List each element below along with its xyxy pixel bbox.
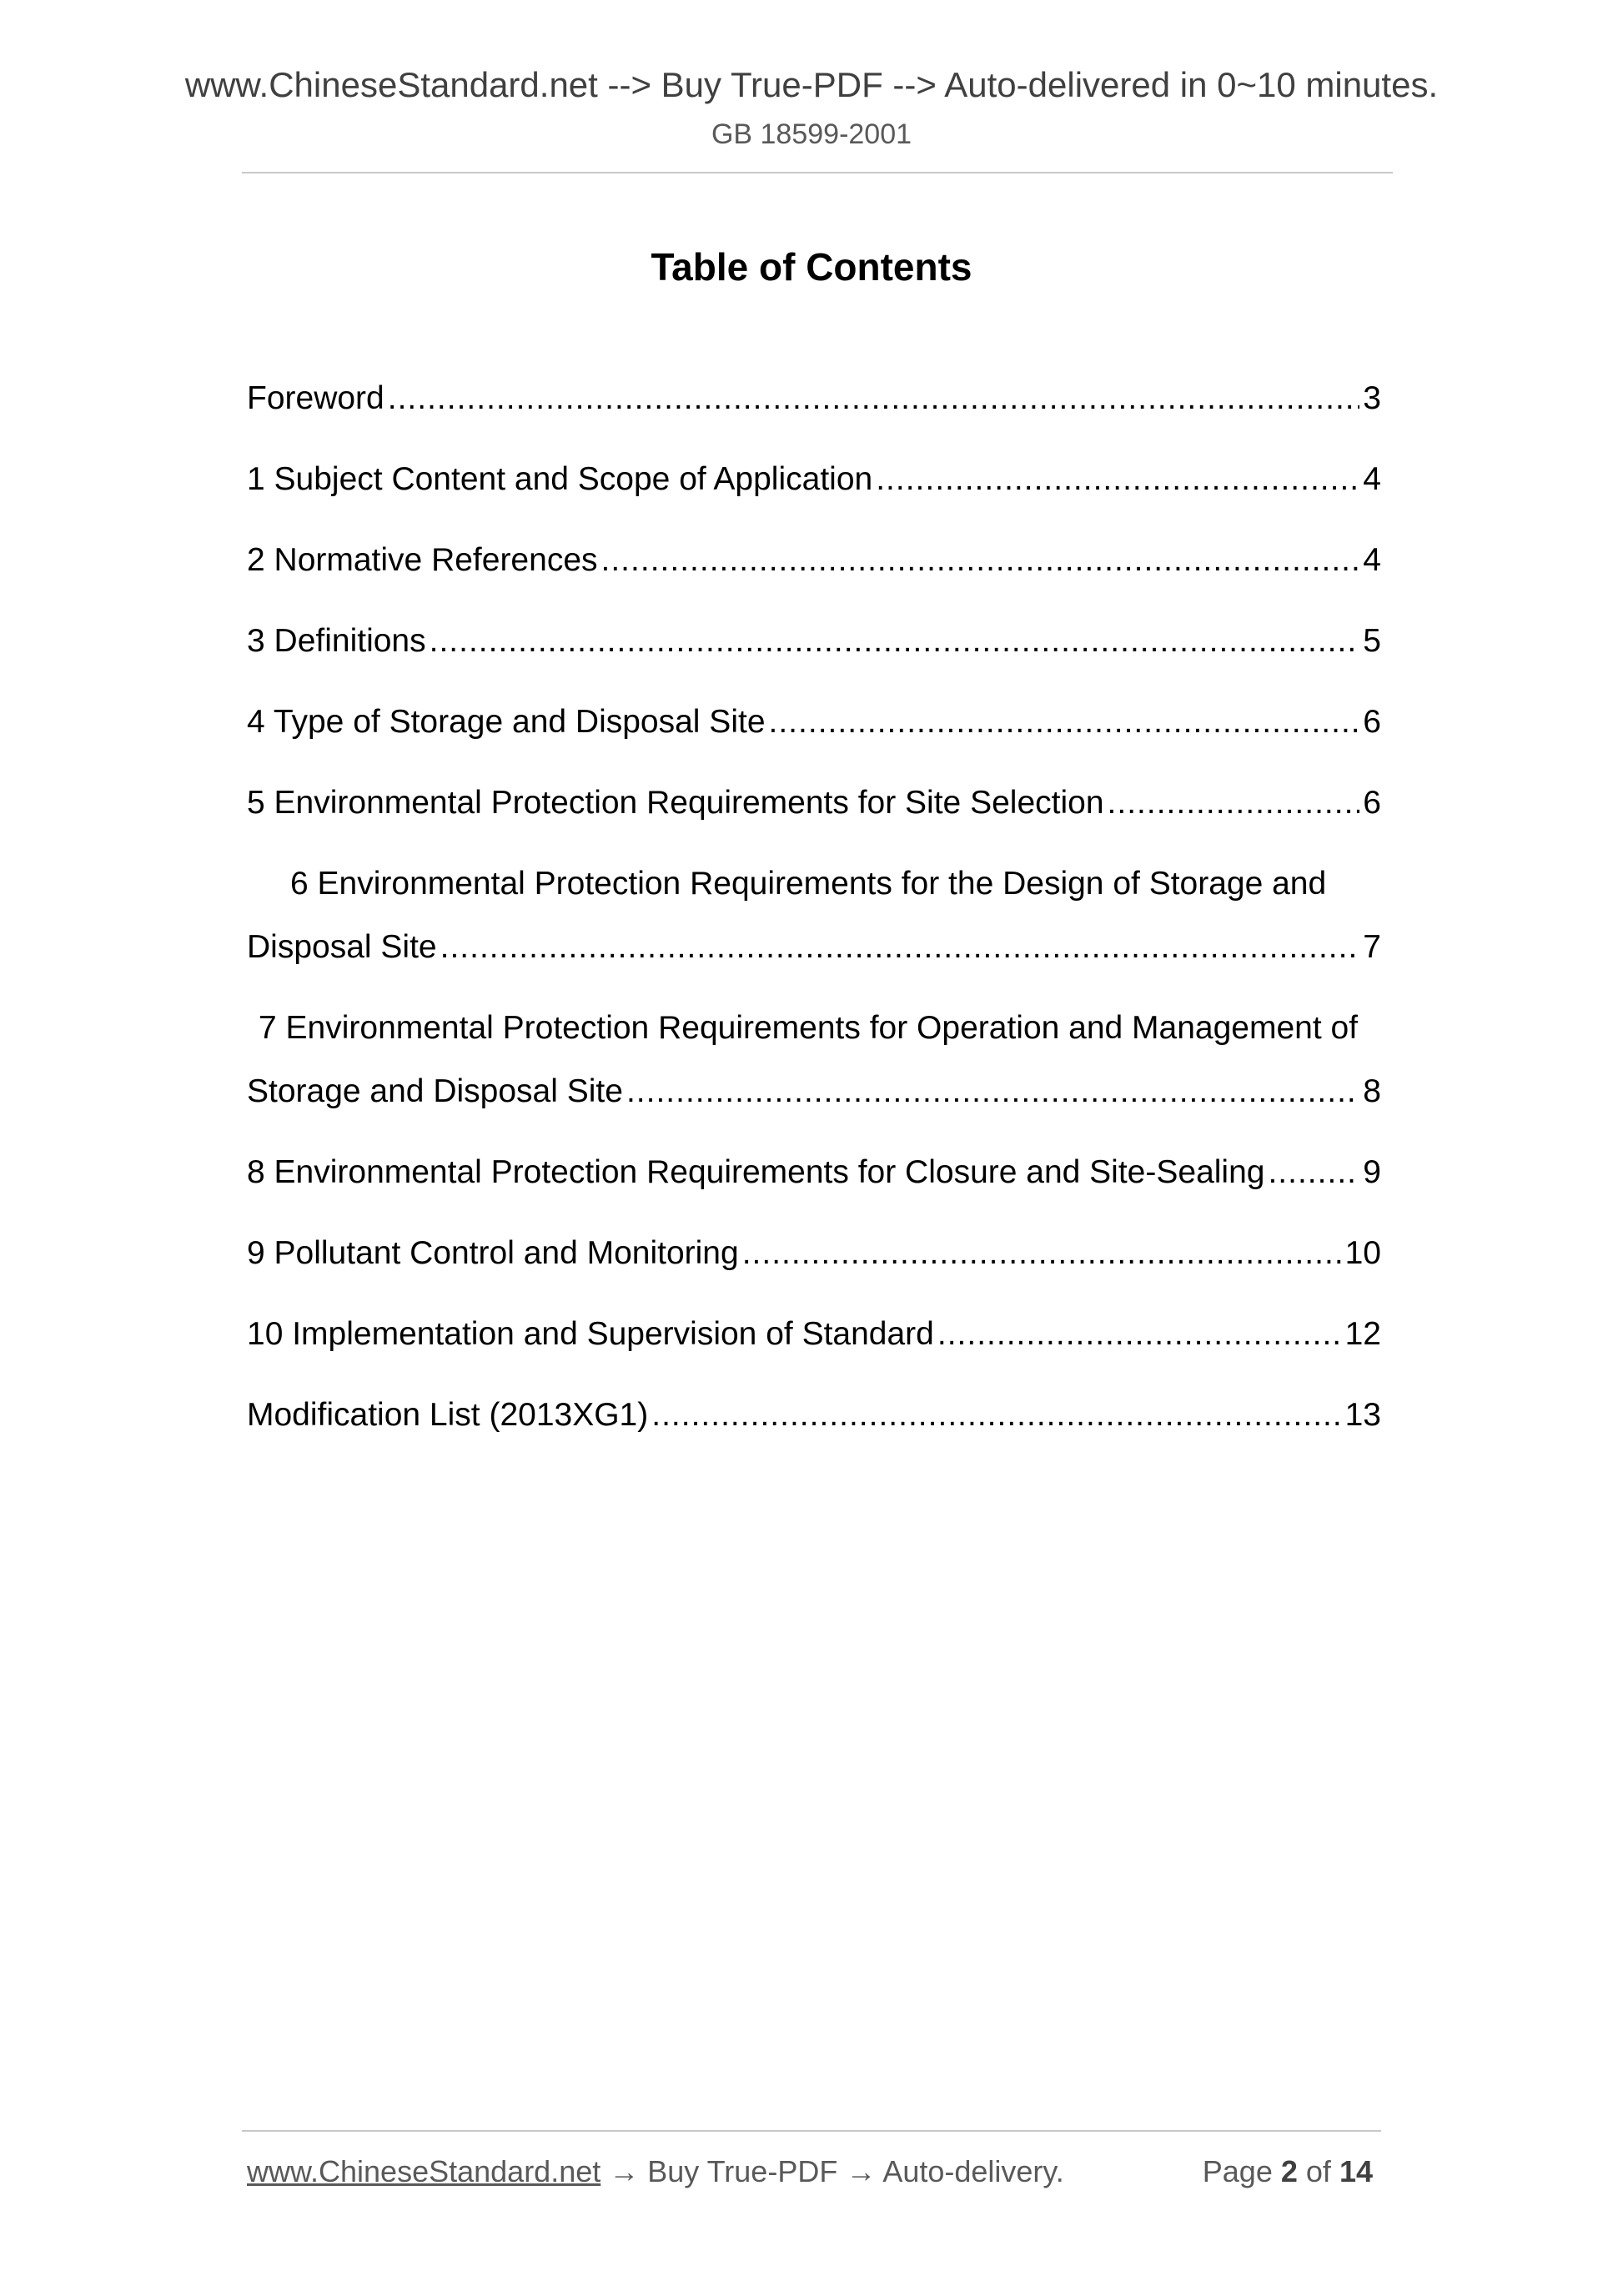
toc-leader-dots	[651, 1390, 1341, 1440]
toc-entry-text: 1 Subject Content and Scope of Application	[247, 461, 873, 497]
toc-entry-2[interactable]	[247, 535, 1381, 585]
toc-page-number: 4	[1363, 542, 1381, 578]
standard-code: GB 18599-2001	[711, 118, 912, 150]
toc-page-number: 8	[1363, 1073, 1381, 1109]
footer-promo	[247, 2148, 1064, 2195]
toc-entry-7[interactable]	[247, 1003, 1381, 1117]
toc-leader-dots	[388, 374, 1360, 424]
toc-page-number: 12	[1344, 1316, 1381, 1352]
toc-leader-dots	[742, 1228, 1342, 1279]
toc-entry-6[interactable]	[247, 859, 1381, 972]
website-link[interactable]: www.ChineseStandard.net	[247, 2154, 601, 2188]
footer-tagline: → Buy True-PDF → Auto-delivery.	[600, 2154, 1064, 2188]
toc-entry-lead-text: 7 Environmental Protection Requirements for Operation and Management of	[259, 1010, 1359, 1046]
toc-page-number: 9	[1363, 1154, 1381, 1190]
page-indicator	[1203, 2148, 1373, 2195]
header-banner: www.ChineseStandard.net --> Buy True-PDF --> Auto-delivered in 0~10 minutes.	[184, 65, 1439, 104]
current-page-number: 2	[1280, 2154, 1298, 2188]
toc-entry-modification-list[interactable]	[247, 1390, 1381, 1440]
toc-leader-dots	[876, 455, 1359, 505]
total-pages-number: 14	[1339, 2154, 1373, 2188]
toc-entry-text: 9 Pollutant Control and Monitoring	[247, 1235, 739, 1271]
toc-leader-dots	[626, 1067, 1359, 1117]
toc-entry-10[interactable]	[247, 1309, 1381, 1359]
toc-leader-dots	[937, 1309, 1342, 1359]
toc-page-number: 6	[1363, 785, 1381, 821]
toc-page-number: 10	[1344, 1235, 1381, 1271]
page-footer	[247, 2148, 1381, 2195]
toc-entry-text: 4 Type of Storage and Disposal Site	[247, 704, 766, 740]
toc-entry-text: 8 Environmental Protection Requirements for Closure and Site-Sealing	[247, 1154, 1265, 1190]
table-of-contents	[247, 374, 1381, 1471]
toc-entry-text: Disposal Site	[247, 929, 437, 965]
toc-leader-dots	[440, 922, 1360, 972]
header-divider	[242, 172, 1393, 173]
toc-entry-4[interactable]	[247, 697, 1381, 747]
page-title: Table of Contents	[651, 245, 972, 289]
toc-entry-9[interactable]	[247, 1228, 1381, 1279]
toc-page-number: 7	[1363, 929, 1381, 965]
toc-entry-text: Modification List (2013XG1)	[247, 1397, 649, 1433]
toc-entry-text: Storage and Disposal Site	[247, 1073, 623, 1109]
toc-leader-dots	[430, 616, 1360, 666]
toc-leader-dots	[1268, 1148, 1359, 1198]
toc-entry-3[interactable]	[247, 616, 1381, 666]
toc-entry-lead-text: 6 Environmental Protection Requirements for the Design of Storage and	[290, 866, 1327, 902]
toc-entry-text: 10 Implementation and Supervision of Standard	[247, 1316, 934, 1352]
toc-page-number: 4	[1363, 461, 1381, 497]
toc-leader-dots	[769, 697, 1360, 747]
page-label: Page	[1202, 2154, 1273, 2188]
toc-page-number: 13	[1344, 1397, 1381, 1433]
toc-leader-dots	[1108, 778, 1360, 828]
page-header	[0, 62, 1623, 152]
toc-entry-text: 3 Definitions	[247, 623, 426, 659]
toc-entry-5[interactable]	[247, 778, 1381, 828]
toc-page-number: 6	[1363, 704, 1381, 740]
toc-entry-8[interactable]	[247, 1148, 1381, 1198]
toc-page-number: 3	[1363, 380, 1381, 416]
toc-entry-text: Foreword	[247, 380, 384, 416]
toc-page-number: 5	[1363, 623, 1381, 659]
toc-leader-dots	[601, 535, 1360, 585]
page-of-label: of	[1305, 2154, 1331, 2188]
toc-entry-text: 5 Environmental Protection Requirements for Site Selection	[247, 785, 1104, 821]
toc-entry-1[interactable]	[247, 455, 1381, 505]
footer-divider	[242, 2130, 1381, 2132]
toc-entry-foreword[interactable]	[247, 374, 1381, 424]
toc-entry-text: 2 Normative References	[247, 542, 598, 578]
